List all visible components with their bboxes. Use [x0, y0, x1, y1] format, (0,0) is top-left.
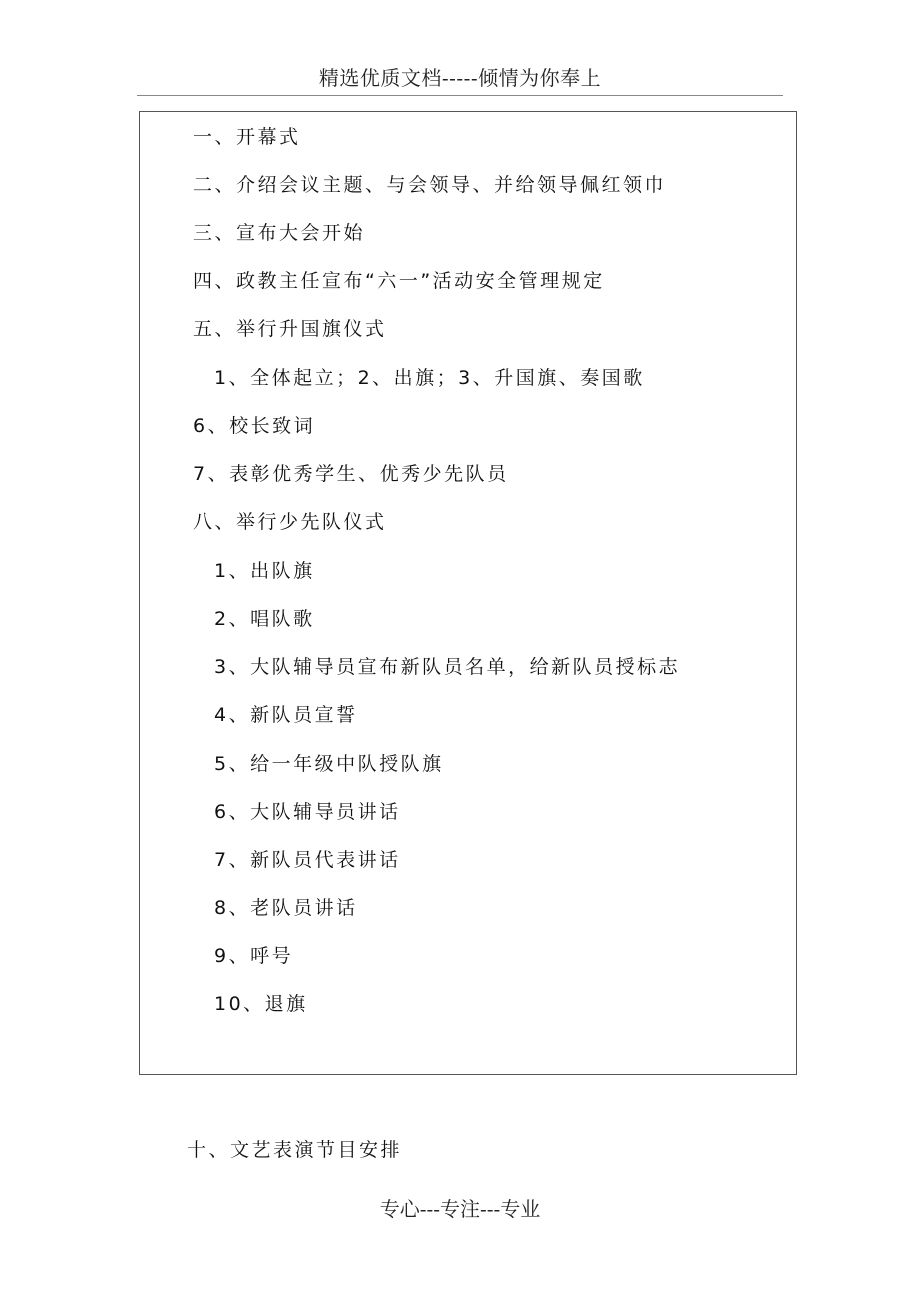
agenda-item-flag-ceremony: 五、举行升国旗仪式 [193, 318, 387, 340]
agenda-item-principal-speech: 6、校长致词 [193, 415, 316, 437]
agenda-subitem-7: 7、新队员代表讲话 [214, 849, 401, 871]
header-divider [137, 95, 783, 96]
agenda-subitem-2: 2、唱队歌 [214, 608, 315, 630]
agenda-subitem-9: 9、呼号 [214, 945, 294, 967]
page-header: 精选优质文档-----倾情为你奉上 [318, 66, 602, 90]
agenda-item-safety-rules: 四、政教主任宣布“六一”活动安全管理规定 [193, 270, 605, 292]
agenda-item-opening: 一、开幕式 [193, 126, 301, 148]
agenda-subitem-1: 1、出队旗 [214, 560, 315, 582]
agenda-item-pioneer-ceremony: 八、举行少先队仪式 [193, 511, 387, 533]
agenda-subitem-6: 6、大队辅导员讲话 [214, 801, 401, 823]
agenda-subitem-5: 5、给一年级中队授队旗 [214, 753, 444, 775]
agenda-subitem-4: 4、新队员宣誓 [214, 704, 358, 726]
agenda-subitem-3: 3、大队辅导员宣布新队员名单，给新队员授标志 [214, 656, 681, 678]
agenda-subitem-8: 8、老队员讲话 [214, 897, 358, 919]
section-title-performances: 十、文艺表演节目安排 [187, 1139, 403, 1161]
agenda-subitem-flag-steps: 1、全体起立；2、出旗；3、升国旗、奏国歌 [214, 367, 645, 389]
agenda-item-awards: 7、表彰优秀学生、优秀少先队员 [193, 463, 509, 485]
agenda-subitem-10: 10、退旗 [214, 993, 308, 1015]
page-footer: 专心---专注---专业 [379, 1197, 541, 1221]
agenda-item-introduce: 二、介绍会议主题、与会领导、并给领导佩红领巾 [193, 174, 667, 196]
agenda-item-announce-start: 三、宣布大会开始 [193, 222, 366, 244]
agenda-box [139, 111, 797, 1075]
